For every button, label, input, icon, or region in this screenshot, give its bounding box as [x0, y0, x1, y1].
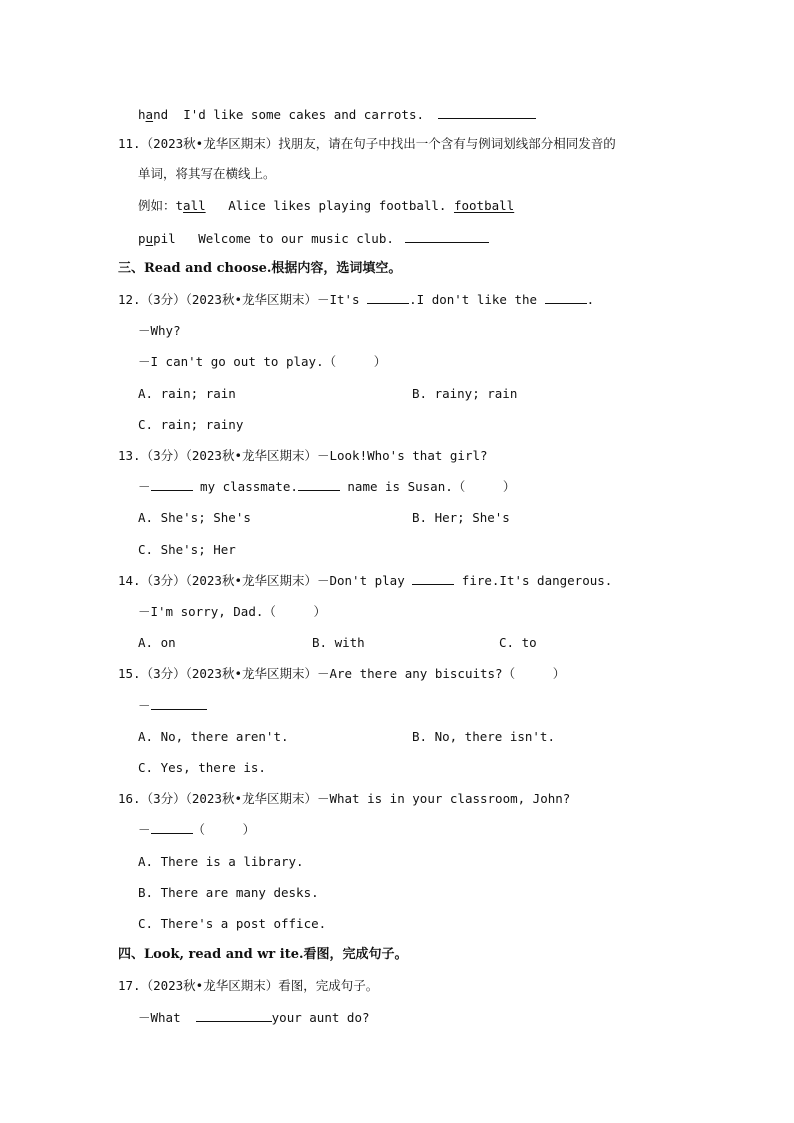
- q12-stem-part2: .I don't like the: [409, 292, 545, 307]
- q13-option-c[interactable]: C. She's; Her: [138, 542, 236, 557]
- q13-line2: [138, 479, 515, 495]
- q10-sentence: I'd like some cakes and carrots.: [183, 107, 425, 122]
- q17-blank[interactable]: [196, 1010, 272, 1022]
- q10-word-underlined: a: [145, 107, 154, 122]
- q14-blank[interactable]: [412, 573, 454, 585]
- q16-option-c[interactable]: C. There's a post office.: [138, 916, 327, 931]
- q11-item: [138, 231, 489, 247]
- q10-item: [138, 107, 536, 123]
- q11-example-word-underlined: all: [183, 198, 206, 213]
- q16-dash: －: [138, 822, 151, 837]
- q12-stem-part1: 12.（3分）（2023秋•龙华区期末）－It's: [118, 292, 368, 307]
- q10-answer-blank[interactable]: [438, 107, 536, 119]
- q10-word-post: nd: [153, 107, 169, 122]
- q13-dash: －: [138, 479, 151, 494]
- q13-line2-part2: my classmate.: [192, 479, 298, 494]
- q16-option-b[interactable]: B. There are many desks.: [138, 885, 319, 900]
- q17-line2: [138, 1010, 370, 1026]
- q16-answer-paren: （ ）: [192, 822, 256, 837]
- q13-option-a[interactable]: A. She's; She's: [138, 510, 251, 525]
- q11-answer-blank[interactable]: [405, 231, 489, 243]
- q11-example-word-pre: t: [175, 198, 184, 213]
- q13-blank-2[interactable]: [298, 479, 340, 491]
- q15-option-b[interactable]: B. No, there isn't.: [412, 729, 555, 744]
- q17-line2-part2: your aunt do?: [271, 1010, 370, 1025]
- q17-line2-part1: －What: [138, 1010, 196, 1025]
- q16-option-a[interactable]: A. There is a library.: [138, 854, 304, 869]
- q14-stem-part2: fire.It's dangerous.: [454, 573, 613, 588]
- q14-option-a[interactable]: A. on: [138, 635, 176, 650]
- q15-option-c[interactable]: C. Yes, there is.: [138, 760, 266, 775]
- q15-line2: [138, 698, 207, 714]
- q11-example: [138, 198, 514, 214]
- q12-blank-2[interactable]: [545, 292, 587, 304]
- q11-item-word-underlined: u: [145, 231, 154, 246]
- q14-option-c[interactable]: C. to: [499, 635, 537, 650]
- q13-blank-1[interactable]: [151, 479, 193, 491]
- q11-example-sentence: Alice likes playing football.: [228, 198, 447, 213]
- q17-stem: 17.（2023秋•龙华区期末）看图，完成句子。: [118, 978, 379, 993]
- q15-blank[interactable]: [151, 698, 207, 710]
- q13-stem: 13.（3分）（2023秋•龙华区期末）－Look!Who's that girl?: [118, 448, 488, 463]
- q11-example-prefix: 例如：: [138, 198, 176, 213]
- q12-option-c[interactable]: C. rain; rainy: [138, 417, 244, 432]
- section4-title: 四、Look, read and wr ite.看图，完成句子。: [118, 947, 408, 962]
- q16-blank[interactable]: [151, 822, 193, 834]
- q11-example-answer: football: [453, 198, 515, 213]
- q15-stem: 15.（3分）（2023秋•龙华区期末）－Are there any biscuits?（ ）: [118, 666, 566, 681]
- q14-line2: －I'm sorry, Dad.（ ）: [138, 604, 327, 619]
- q13-line2-part3: name is Susan.（ ）: [339, 479, 516, 494]
- q11-stem-line1: 11.（2023秋•龙华区期末）找朋友，请在句子中找出一个含有与例词划线部分相同发音的: [118, 136, 616, 151]
- q11-item-sentence: Welcome to our music club.: [198, 231, 394, 246]
- q12-option-b[interactable]: B. rainy; rain: [412, 386, 518, 401]
- q14-stem-part1: 14.（3分）（2023秋•龙华区期末）－Don't play: [118, 573, 413, 588]
- section3-title: 三、Read and choose.根据内容，选词填空。: [118, 261, 402, 276]
- q12-option-a[interactable]: A. rain; rain: [138, 386, 236, 401]
- q16-line2: [138, 822, 255, 838]
- q16-stem: 16.（3分）（2023秋•龙华区期末）－What is in your classroom, John?: [118, 791, 571, 806]
- q14-option-b[interactable]: B. with: [312, 635, 365, 650]
- q12-stem-part3: .: [586, 292, 595, 307]
- q15-dash: －: [138, 698, 151, 713]
- q12-line2: －Why?: [138, 323, 181, 338]
- q11-item-word-pre: p: [138, 231, 146, 246]
- q14-stem: [118, 573, 612, 589]
- q10-word-pre: h: [138, 107, 146, 122]
- q11-stem-line2: 单词，将其写在横线上。: [138, 166, 276, 181]
- q12-line3: －I can't go out to play.（ ）: [138, 354, 387, 369]
- q12-stem: [118, 292, 594, 308]
- q13-option-b[interactable]: B. Her; She's: [412, 510, 510, 525]
- q12-blank-1[interactable]: [367, 292, 409, 304]
- q11-item-word-post: pil: [153, 231, 176, 246]
- q15-option-a[interactable]: A. No, there aren't.: [138, 729, 289, 744]
